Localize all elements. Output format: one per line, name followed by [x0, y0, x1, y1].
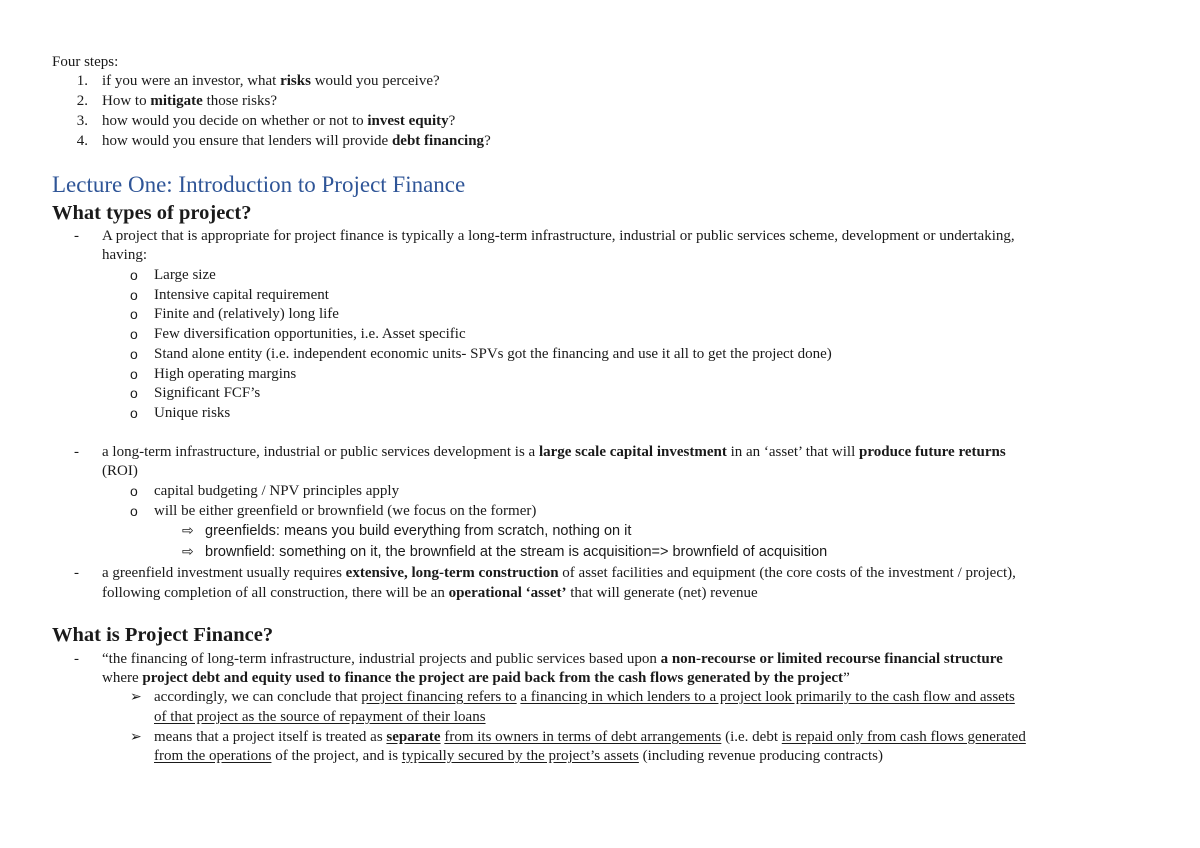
list-item: capital budgeting / NPV principles apply [154, 483, 400, 499]
paragraph-line: means that a project itself is treated as separate from its owners in terms of debt arrangements (i.e. debt is repaid only from cash flows generated [154, 729, 1026, 745]
step-text: if you were an investor, what risks would you perceive? [102, 73, 440, 89]
circle-bullet: o [130, 503, 138, 519]
paragraph-line: accordingly, we can conclude that project financing refers to a financing in which lenders to a project look primarily to the cash flow and assets [154, 689, 1015, 705]
list-item: Stand alone entity (i.e. independent economic units- SPVs got the financing and use it all to get the project done) [154, 345, 832, 362]
lecture-title: Lecture One: Introduction to Project Finance [52, 172, 466, 197]
circle-bullet: o [130, 306, 138, 323]
dash-bullet: - [74, 565, 79, 581]
paragraph-line: having: [102, 247, 147, 263]
section-heading-types: What types of project? [52, 202, 252, 224]
paragraph-line: a long-term infrastructure, industrial or public services development is a large scale capital investment in an ‘asset’ that will produce future returns [102, 444, 1006, 460]
triangle-bullet-icon: ➢ [130, 689, 142, 705]
circle-bullet: o [130, 286, 138, 303]
step-number: 1. [76, 73, 88, 89]
step-number: 2. [76, 93, 88, 109]
paragraph-line: from the operations of the project, and is typically secured by the project’s assets (including revenue producing contracts) [154, 748, 883, 764]
list-item: High operating margins [154, 365, 297, 382]
list-item: Finite and (relatively) long life [154, 306, 339, 323]
list-item: Significant FCF’s [154, 385, 261, 402]
step-text: how would you ensure that lenders will provide debt financing? [102, 133, 491, 149]
arrow-right-icon: ⇨ [182, 523, 194, 539]
paragraph-line: “the financing of long-term infrastructure, industrial projects and public services based upon a non-recourse or limited recourse financial structure [102, 651, 1003, 667]
arrow-right-icon: ⇨ [182, 544, 194, 560]
list-item: Large size [154, 267, 216, 283]
circle-bullet: o [130, 385, 138, 402]
triangle-bullet-icon: ➢ [130, 729, 142, 745]
list-item: will be either greenfield or brownfield (we focus on the former) [154, 503, 537, 519]
circle-bullet: o [130, 267, 138, 283]
dash-bullet: - [74, 651, 79, 667]
paragraph-line: A project that is appropriate for project finance is typically a long-term infrastructure, industrial or public services scheme, development or undertaking, [102, 228, 1015, 244]
section-heading-project-finance: What is Project Finance? [52, 624, 274, 646]
list-item: Few diversification opportunities, i.e. Asset specific [154, 326, 466, 343]
circle-bullet: o [130, 365, 138, 382]
list-item: Intensive capital requirement [154, 286, 329, 303]
dash-bullet: - [74, 444, 79, 460]
circle-bullet: o [130, 483, 138, 499]
dash-bullet: - [74, 228, 79, 244]
list-item: Unique risks [154, 404, 231, 421]
paragraph-line: of that project as the source of repayment of their loans [154, 709, 486, 725]
circle-bullet: o [130, 404, 138, 421]
circle-bullet: o [130, 326, 138, 343]
list-item: brownfield: something on it, the brownfield at the stream is acquisition=> brownfield of acquisition [205, 544, 828, 560]
paragraph-line: a greenfield investment usually requires extensive, long-term construction of asset facilities and equipment (the core costs of the investment / project), [102, 565, 1016, 581]
paragraph-line: (ROI) [102, 463, 138, 479]
paragraph-line: where project debt and equity used to finance the project are paid back from the cash flows generated by the project” [102, 670, 850, 686]
step-text: how would you decide on whether or not to invest equity? [102, 113, 456, 129]
list-item: greenfields: means you build everything from scratch, nothing on it [205, 523, 632, 539]
paragraph-line: following completion of all construction, there will be an operational ‘asset’ that will generate (net) revenue [102, 585, 758, 601]
step-text: How to mitigate those risks? [102, 93, 277, 109]
circle-bullet: o [130, 345, 138, 362]
intro-title: Four steps: [52, 54, 119, 70]
step-number: 4. [76, 133, 88, 149]
step-number: 3. [76, 113, 88, 129]
